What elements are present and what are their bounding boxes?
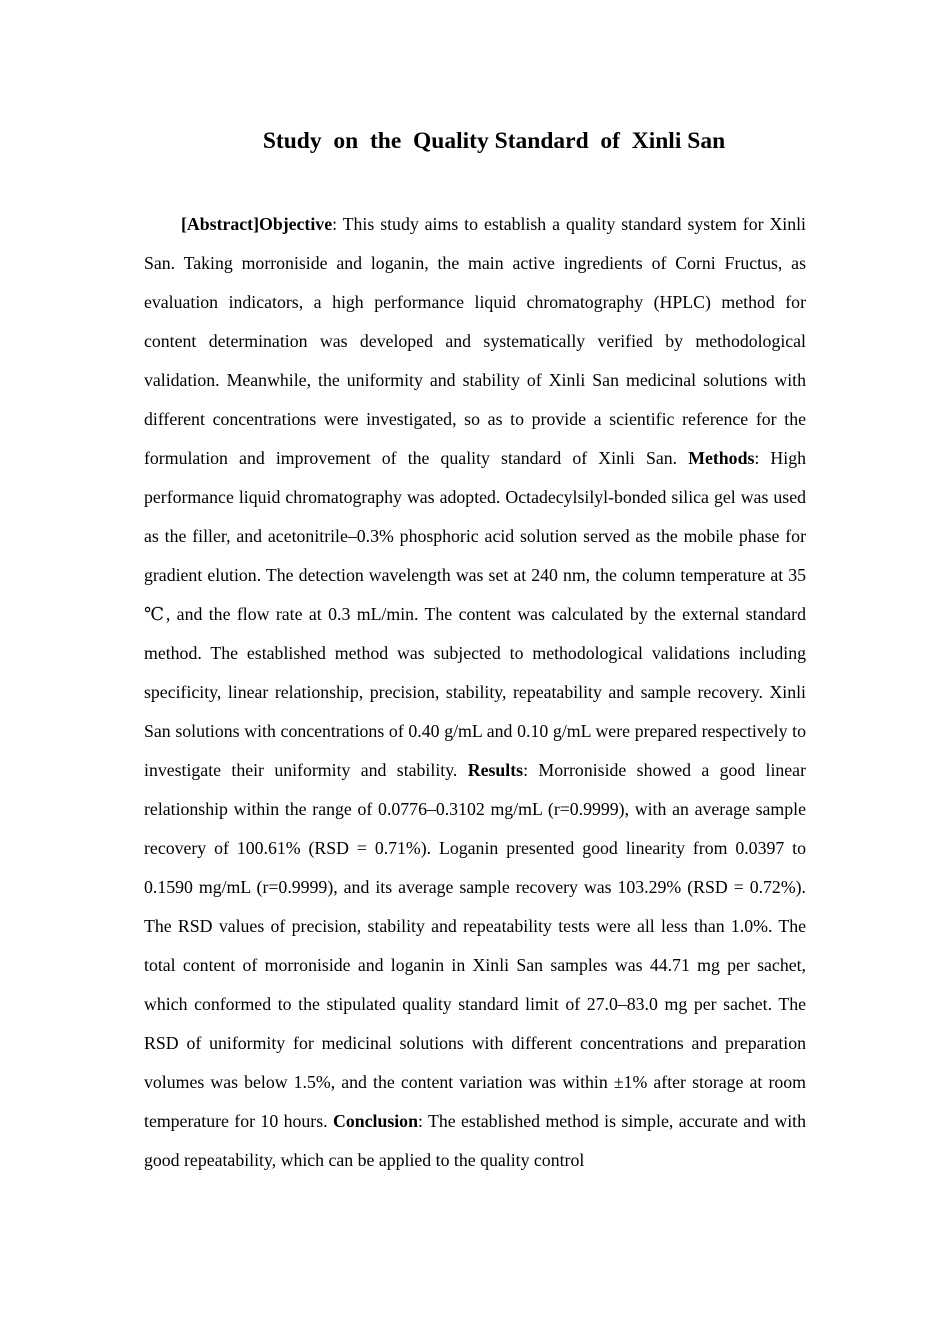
objective-text: : This study aims to establish a quality standard system for Xinli San. Taking morroniside and loganin, the main active ingredients of Corni Fructus, as evaluation indicators, a high performance liquid chromatography (HPLC) method for content determination was developed and systematically verified by methodological validation. Meanwhile, the uniformity and stability of Xinli San medicinal solutions with different concentrations were investigated, so as to provide a scientific reference for the formulation and improvement of the quality standard of Xinli San. [144, 214, 806, 468]
results-label: Results [467, 760, 524, 780]
objective-label: [Abstract]Objective [181, 214, 333, 234]
conclusion-label: Conclusion [332, 1111, 418, 1131]
paper-title: Study on the Quality Standard of Xinli San [262, 128, 726, 154]
results-text: : Morroniside showed a good linear relationship within the range of 0.0776–0.3102 mg/mL (r=0.9999), with an average sample recovery of 100.61% (RSD = 0.71%). Loganin presented good linearity from 0.0397 to 0.1590 mg/mL (r=0.9999), and its average sample recovery was 103.29% (RSD = 0.72%). The RSD values of precision, stability and repeatability tests were all less than 1.0%. The total content of morroniside and loganin in Xinli San samples was 44.71 mg per sachet, which conformed to the stipulated quality standard limit of 27.0–83.0 mg per sachet. The RSD of uniformity for medicinal solutions with different concentrations and preparation volumes was below 1.5%, and the content variation was within ±1% after storage at room temperature for 10 hours. [144, 760, 806, 1131]
abstract-paragraph [144, 205, 806, 1180]
conclusion-text: : The established method is simple, accurate and with good repeatability, which can be applied to the quality control [144, 1111, 806, 1170]
methods-text: : High performance liquid chromatography was adopted. Octadecylsilyl-bonded silica gel was used as the filler, and acetonitrile–0.3% phosphoric acid solution served as the mobile phase for gradient elution. The detection wavelength was set at 240 nm, the column temperature at 35 ℃, and the flow rate at 0.3 mL/min. The content was calculated by the external standard method. The established method was subjected to methodological validations including specificity, linear relationship, precision, stability, repeatability and sample recovery. Xinli San solutions with concentrations of 0.40 g/mL and 0.10 g/mL were prepared respectively to investigate their uniformity and stability. [144, 448, 806, 780]
methods-label: Methods [688, 448, 755, 468]
